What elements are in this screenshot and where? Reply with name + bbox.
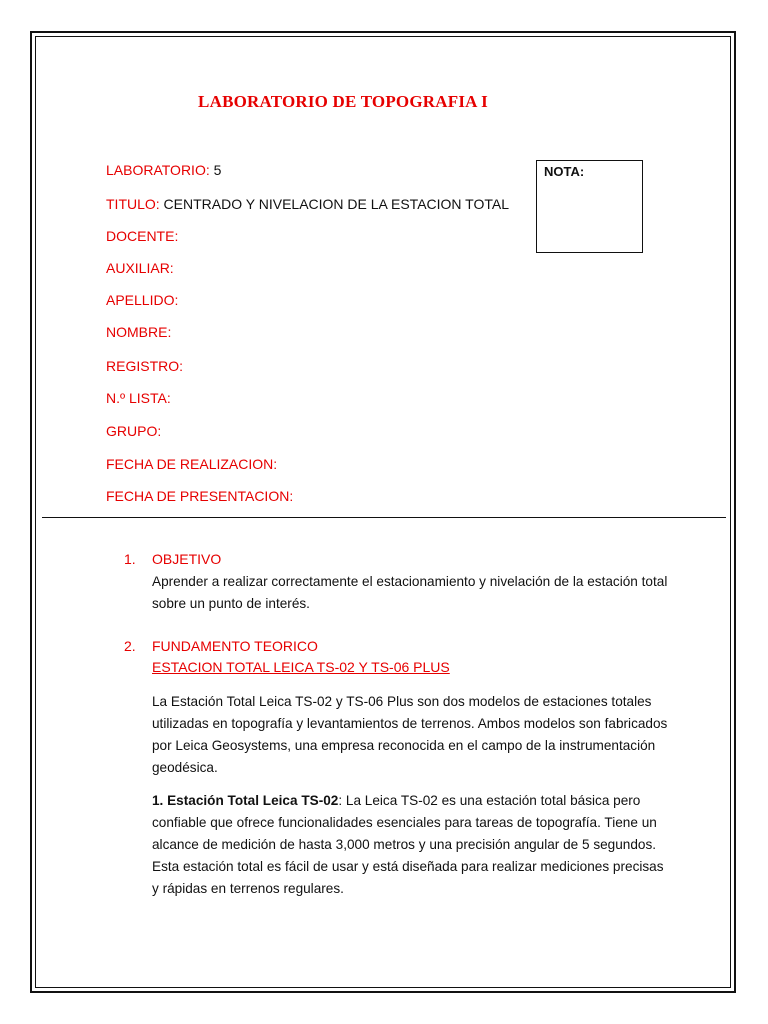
field-fecha-presentacion (106, 487, 293, 505)
fundamento-paragraph-2 (152, 790, 672, 900)
section-number: 2. (124, 638, 136, 654)
paragraph-bold-lead: 1. Estación Total Leica TS-02 (152, 793, 339, 808)
field-label: N.º LISTA: (106, 390, 171, 406)
field-titulo (106, 195, 509, 213)
objetivo-text: Aprender a realizar correctamente el estacionamiento y nivelación de la estación total sobre un punto de interés. (152, 574, 668, 611)
field-apellido (106, 291, 178, 309)
paragraph-body: : La Leica TS-02 es una estación total básica pero confiable que ofrece funcionalidades esenciales para tareas de topografía. Tiene un alcance de medición de hasta 3,000 metros y una precisión angular de 5 segundos. Esta estación total es fácil de usar y está diseñada para realizar mediciones precisas y rápidas en terrenos regulares. (152, 793, 664, 896)
field-label: REGISTRO: (106, 358, 184, 374)
field-fecha-realizacion (106, 455, 277, 473)
field-auxiliar (106, 259, 174, 277)
document-title: LABORATORIO DE TOPOGRAFIA I (198, 92, 488, 111)
field-laboratorio (106, 161, 221, 179)
field-label: NOMBRE: (106, 324, 172, 340)
field-label: APELLIDO: (106, 292, 179, 308)
field-label: FECHA DE REALIZACION: (106, 456, 278, 472)
field-docente (106, 227, 178, 245)
section-heading-fundamento (124, 638, 318, 654)
section-number: 1. (124, 551, 136, 567)
field-label: TITULO: (106, 196, 160, 212)
field-label: GRUPO: (106, 423, 162, 439)
field-label: AUXILIAR: (106, 260, 174, 276)
field-grupo (106, 422, 161, 440)
section-divider (42, 517, 726, 518)
field-value: 5 (209, 162, 222, 178)
fundamento-paragraph-1: La Estación Total Leica TS-02 y TS-06 Plus son dos modelos de estaciones totales utilizadas en topografía y levantamientos de terrenos. Ambos modelos son fabricados por Leica Geosystems, una empresa reconocida en el campo de la instrumentación geodésica. (152, 694, 668, 775)
field-label: LABORATORIO: (106, 162, 210, 178)
field-value: CENTRADO Y NIVELACION DE LA ESTACION TOTAL (159, 196, 509, 212)
section-heading-objetivo (124, 551, 221, 567)
grade-box (536, 160, 643, 253)
field-label: FECHA DE PRESENTACION: (106, 488, 294, 504)
section-title: FUNDAMENTO TEORICO (152, 638, 318, 654)
field-nombre (106, 323, 171, 341)
field-registro (106, 357, 183, 375)
subheading-estacion-total: ESTACION TOTAL LEICA TS-02 Y TS-06 PLUS (152, 659, 450, 675)
field-label: DOCENTE: (106, 228, 179, 244)
grade-label: NOTA: (544, 164, 585, 179)
field-lista (106, 389, 171, 407)
section-title: OBJETIVO (152, 551, 222, 567)
